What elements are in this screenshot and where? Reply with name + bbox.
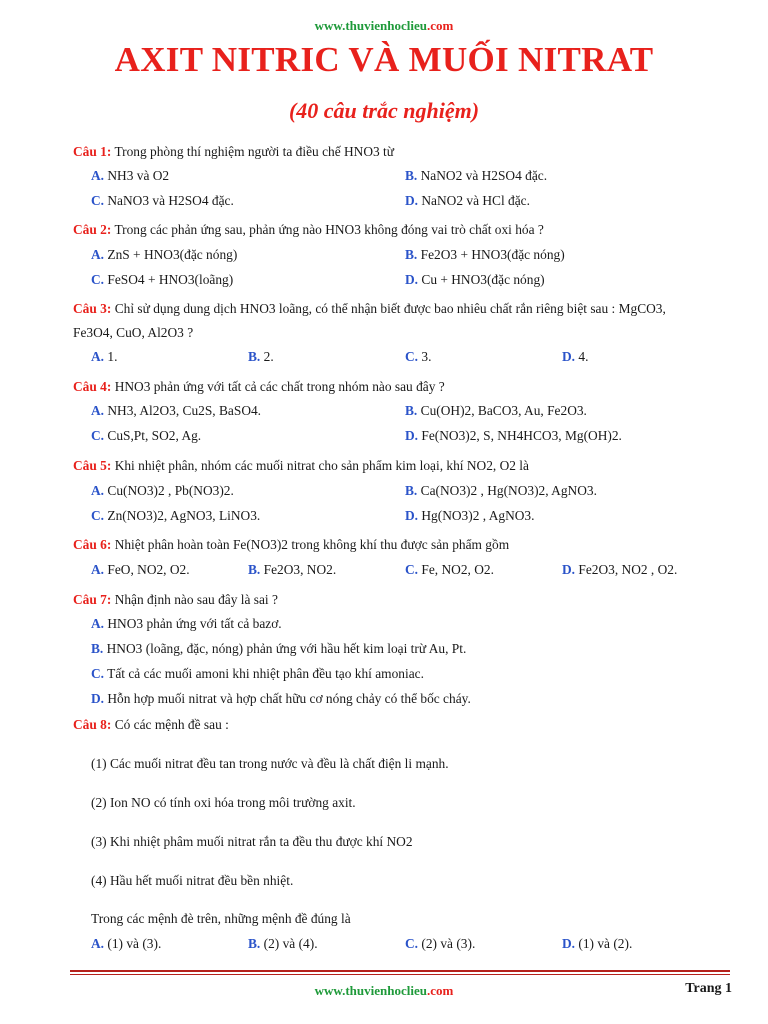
question-1 — [73, 143, 394, 161]
option-letter: A. — [91, 349, 105, 364]
question-2 — [73, 221, 544, 239]
option-text: Fe, NO2, O2. — [421, 562, 494, 577]
option-text: Cu(NO3)2 , Pb(NO3)2. — [107, 483, 234, 498]
question-text: Có các mệnh đề sau : — [114, 717, 229, 732]
option-a[interactable] — [91, 615, 282, 633]
option-a[interactable] — [91, 402, 261, 420]
footer-site-name: www.thuvienhoclieu — [314, 983, 427, 998]
option-text: HNO3 (loãng, đặc, nóng) phản ứng với hầu hết kim loại trừ Au, Pt. — [106, 641, 467, 656]
option-letter: D. — [405, 428, 419, 443]
option-letter: D. — [562, 936, 576, 951]
option-letter: C. — [91, 666, 105, 681]
option-text: FeSO4 + HNO3(loãng) — [107, 272, 234, 287]
option-letter: C. — [405, 349, 419, 364]
option-letter: B. — [405, 483, 418, 498]
option-text: 2. — [263, 349, 274, 364]
option-letter: B. — [405, 247, 418, 262]
option-text: (1) và (3). — [107, 936, 162, 951]
option-text: 3. — [421, 349, 432, 364]
option-c[interactable] — [91, 271, 233, 289]
statement-4: (4) Hầu hết muối nitrat đều bền nhiệt. — [91, 873, 294, 888]
option-text: FeO, NO2, O2. — [107, 562, 190, 577]
question-8 — [73, 716, 229, 734]
option-d[interactable] — [405, 271, 545, 289]
option-c[interactable] — [405, 561, 494, 579]
question-7 — [73, 591, 278, 609]
option-d[interactable] — [405, 427, 622, 445]
question-text: Trong các phản ứng sau, phản ứng nào HNO3 không đóng vai trò chất oxi hóa ? — [114, 222, 544, 237]
option-a[interactable] — [91, 561, 190, 579]
option-letter: D. — [405, 193, 419, 208]
option-text: Ca(NO3)2 , Hg(NO3)2, AgNO3. — [420, 483, 597, 498]
question-label: Câu 1: — [73, 144, 112, 159]
option-letter: A. — [91, 562, 105, 577]
option-b[interactable] — [405, 246, 565, 264]
option-letter: A. — [91, 936, 105, 951]
statement-3: (3) Khi nhiệt phâm muối nitrat rắn ta đều thu được khí NO2 — [91, 834, 413, 849]
question-label: Câu 8: — [73, 717, 112, 732]
option-c[interactable] — [91, 665, 424, 683]
option-letter: D. — [405, 508, 419, 523]
option-letter: B. — [405, 168, 418, 183]
footer-site-link[interactable] — [0, 983, 768, 999]
question-text: Trong phòng thí nghiệm người ta điều chế HNO3 từ — [114, 144, 395, 159]
question-label: Câu 5: — [73, 458, 112, 473]
option-letter: B. — [248, 349, 261, 364]
option-letter: C. — [91, 428, 105, 443]
option-letter: C. — [91, 193, 105, 208]
option-text: Zn(NO3)2, AgNO3, LiNO3. — [107, 508, 261, 523]
option-letter: D. — [562, 562, 576, 577]
question-6 — [73, 536, 509, 554]
option-d[interactable] — [405, 507, 534, 525]
option-letter: C. — [405, 936, 419, 951]
option-a[interactable] — [91, 246, 237, 264]
option-text: Fe2O3, NO2 , O2. — [578, 562, 678, 577]
option-b[interactable] — [405, 402, 587, 420]
page-number: Trang 1 — [685, 981, 732, 996]
option-b[interactable] — [248, 348, 274, 366]
footer-divider — [70, 970, 730, 972]
option-text: Cu(OH)2, BaCO3, Au, Fe2O3. — [420, 403, 587, 418]
statement-1: (1) Các muối nitrat đều tan trong nước và đều là chất điện li mạnh. — [91, 756, 449, 771]
option-letter: B. — [248, 562, 261, 577]
option-text: NH3, Al2O3, Cu2S, BaSO4. — [107, 403, 262, 418]
footer-site-tld: .com — [426, 983, 454, 998]
option-text: Hg(NO3)2 , AgNO3. — [421, 508, 535, 523]
option-letter: A. — [91, 403, 105, 418]
question-text: HNO3 phản ứng với tất cả các chất trong nhóm nào sau đây ? — [114, 379, 445, 394]
option-d[interactable] — [562, 348, 588, 366]
option-text: HNO3 phản ứng với tất cả bazơ. — [107, 616, 282, 631]
option-text: 4. — [578, 349, 589, 364]
question-prompt: Trong các mệnh đè trên, những mệnh đề đúng là — [91, 911, 351, 926]
option-b[interactable] — [91, 640, 466, 658]
option-text: 1. — [107, 349, 118, 364]
option-c[interactable] — [405, 348, 431, 366]
page-title: AXIT NITRIC VÀ MUỐI NITRAT — [114, 40, 654, 79]
question-text: Chỉ sử dụng dung dịch HNO3 loãng, có thể nhận biết được bao nhiêu chất rắn riêng biệt sau : MgCO3, — [114, 301, 666, 316]
option-text: Fe(NO3)2, S, NH4HCO3, Mg(OH)2. — [421, 428, 622, 443]
option-d[interactable] — [562, 561, 677, 579]
option-a[interactable] — [91, 482, 234, 500]
option-letter: C. — [91, 508, 105, 523]
footer-divider-thin — [70, 974, 730, 975]
option-b[interactable] — [405, 482, 597, 500]
option-a[interactable] — [91, 167, 169, 185]
option-d[interactable] — [562, 935, 632, 953]
option-text: ZnS + HNO3(đặc nóng) — [107, 247, 238, 262]
question-3-continued: Fe3O4, CuO, Al2O3 ? — [73, 325, 194, 340]
option-text: NaNO2 và HCl đặc. — [421, 193, 530, 208]
option-letter: D. — [91, 691, 105, 706]
option-c[interactable] — [91, 192, 234, 210]
option-c[interactable] — [405, 935, 475, 953]
page-subtitle: (40 câu trắc nghiệm) — [288, 98, 480, 123]
option-letter: A. — [91, 616, 105, 631]
option-a[interactable] — [91, 935, 161, 953]
option-letter: D. — [562, 349, 576, 364]
option-letter: C. — [405, 562, 419, 577]
question-text: Nhận định nào sau đây là sai ? — [114, 592, 278, 607]
option-letter: B. — [91, 641, 104, 656]
question-label: Câu 3: — [73, 301, 112, 316]
option-d[interactable] — [405, 192, 530, 210]
option-letter: A. — [91, 168, 105, 183]
option-text: Tất cả các muối amoni khi nhiệt phân đều tạo khí amoniac. — [107, 666, 424, 681]
option-letter: B. — [248, 936, 261, 951]
option-letter: A. — [91, 247, 105, 262]
option-c[interactable] — [91, 507, 260, 525]
option-text: NaNO2 và H2SO4 đặc. — [420, 168, 548, 183]
header-site-link[interactable] — [0, 18, 768, 34]
option-text: NH3 và O2 — [107, 168, 170, 183]
option-text: CuS,Pt, SO2, Ag. — [107, 428, 202, 443]
option-text: Cu + HNO3(đặc nóng) — [421, 272, 545, 287]
option-text: (2) và (4). — [263, 936, 318, 951]
option-text: (1) và (2). — [578, 936, 633, 951]
option-d[interactable] — [91, 690, 471, 708]
question-label: Câu 7: — [73, 592, 112, 607]
option-a[interactable] — [91, 348, 117, 366]
option-text: Fe2O3 + HNO3(đặc nóng) — [420, 247, 565, 262]
option-text: Hỗn hợp muối nitrat và hợp chất hữu cơ nóng chảy có thể bốc cháy. — [107, 691, 471, 706]
question-label: Câu 2: — [73, 222, 112, 237]
question-4 — [73, 378, 445, 396]
option-text: NaNO3 và H2SO4 đặc. — [107, 193, 234, 208]
option-b[interactable] — [405, 167, 547, 185]
option-letter: A. — [91, 483, 105, 498]
option-b[interactable] — [248, 561, 336, 579]
option-text: Fe2O3, NO2. — [263, 562, 337, 577]
option-text: (2) và (3). — [421, 936, 476, 951]
question-text: Khi nhiệt phân, nhóm các muối nitrat cho sản phẩm kim loại, khí NO2, O2 là — [114, 458, 529, 473]
statement-2: (2) Ion NO có tính oxi hóa trong môi trường axit. — [91, 795, 356, 810]
question-text: Nhiệt phân hoàn toàn Fe(NO3)2 trong không khí thu được sản phẩm gồm — [114, 537, 510, 552]
question-label: Câu 4: — [73, 379, 112, 394]
option-c[interactable] — [91, 427, 201, 445]
option-letter: C. — [91, 272, 105, 287]
option-letter: D. — [405, 272, 419, 287]
header-site-tld: .com — [426, 18, 454, 33]
option-letter: B. — [405, 403, 418, 418]
question-3 — [73, 300, 666, 318]
question-5 — [73, 457, 529, 475]
header-site-name: www.thuvienhoclieu — [314, 18, 427, 33]
question-label: Câu 6: — [73, 537, 112, 552]
option-b[interactable] — [248, 935, 318, 953]
